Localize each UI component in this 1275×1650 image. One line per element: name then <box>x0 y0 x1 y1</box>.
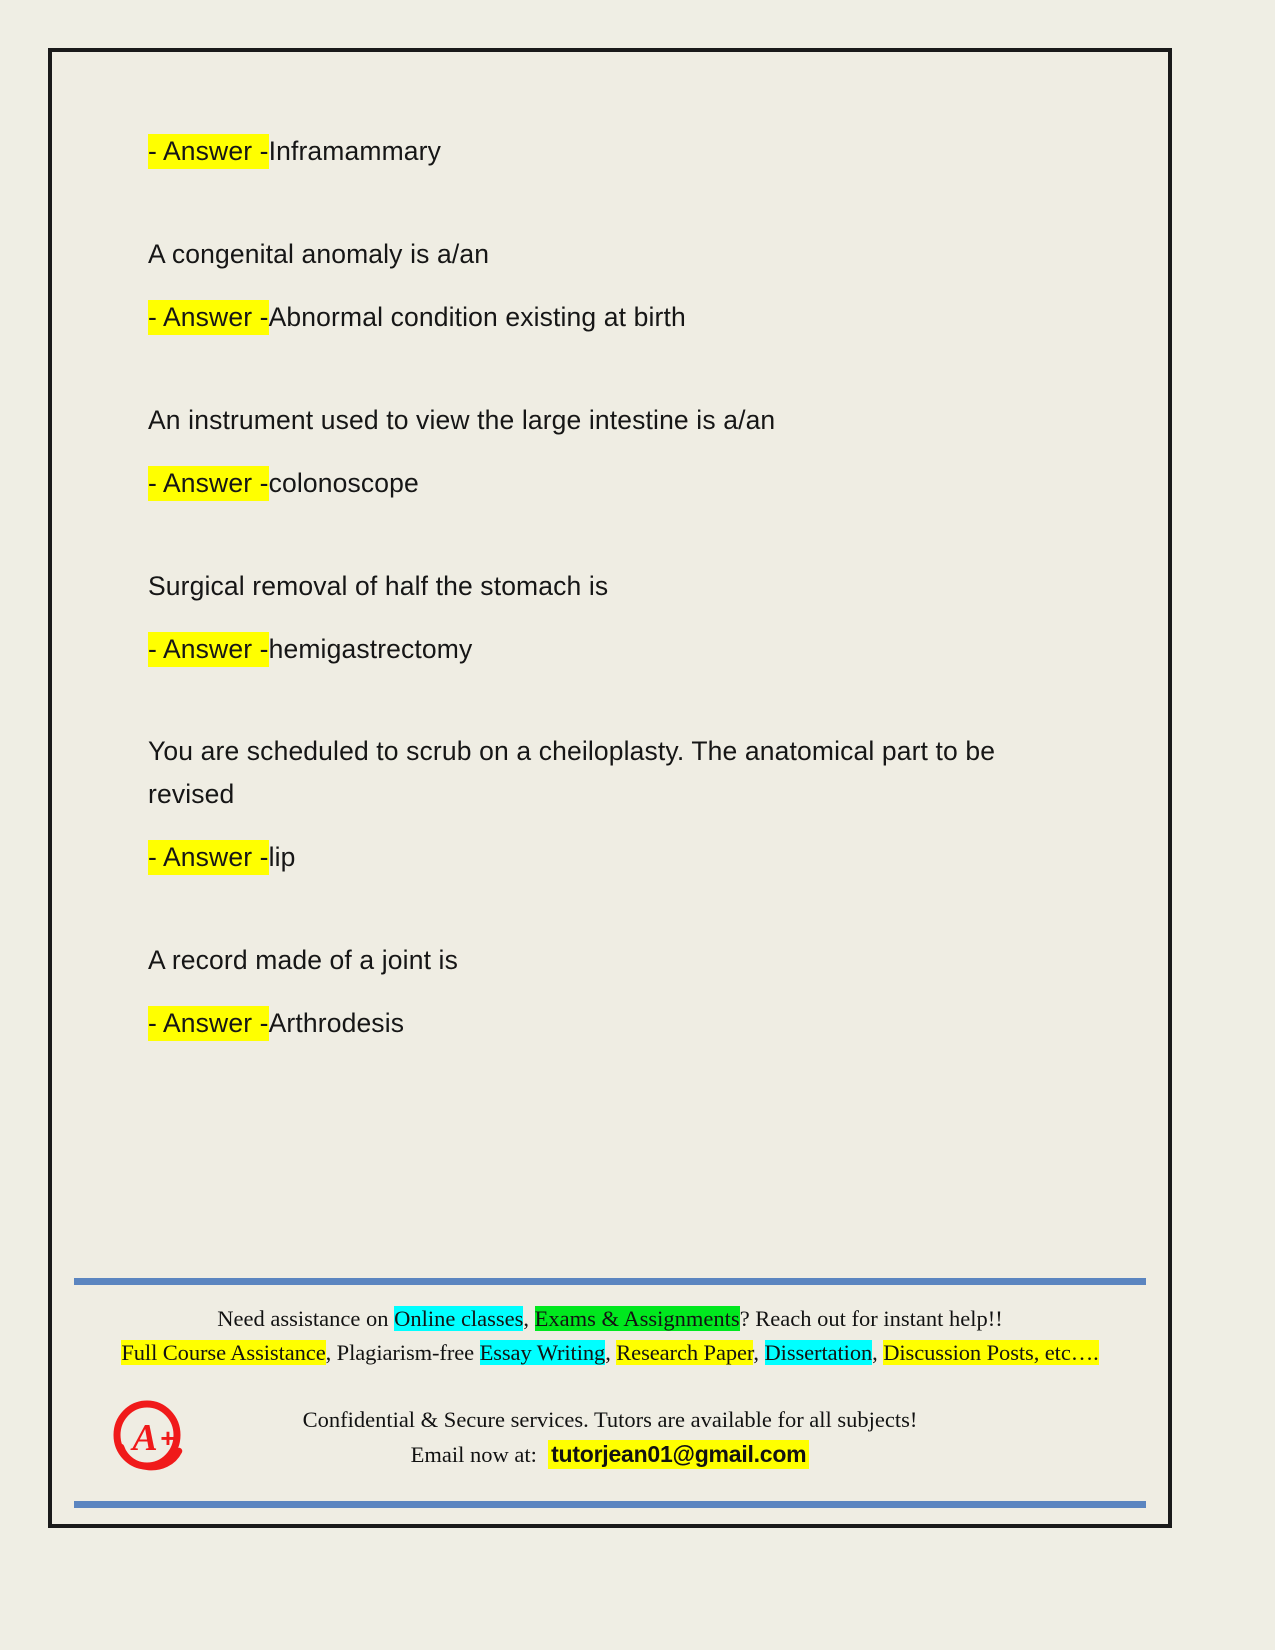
question-line: A congenital anomaly is a/an <box>148 238 490 269</box>
qa-block <box>148 233 1108 339</box>
answer-line <box>148 296 1078 339</box>
footer-essay-writing: Essay Writing <box>479 1340 606 1366</box>
footer-help-line <box>74 1303 1146 1335</box>
qa-block <box>148 939 1108 1045</box>
answer-tag: - Answer - <box>148 134 269 169</box>
qa-block <box>148 730 1108 879</box>
answer-tag: - Answer - <box>148 840 269 875</box>
footer-contact-text <box>224 1403 1146 1472</box>
qa-block <box>148 565 1108 671</box>
answer-text: Abnormal condition existing at birth <box>268 301 686 332</box>
footer-email-row <box>224 1437 996 1472</box>
answer-line <box>148 130 1078 173</box>
question-line: An instrument used to view the large intestine is a/an <box>148 404 776 435</box>
svg-text:+: + <box>160 1423 176 1453</box>
answer-tag: - Answer - <box>148 632 269 667</box>
qa-block <box>148 130 1108 173</box>
divider-top <box>74 1278 1146 1285</box>
footer-tagline: Confidential & Secure services. Tutors are available for all subjects! <box>302 1406 918 1432</box>
notes-content <box>148 130 1108 1105</box>
footer-exams-assignments: Exams & Assignments <box>534 1306 740 1332</box>
a-plus-logo <box>74 1395 224 1479</box>
answer-tag: - Answer - <box>148 300 269 335</box>
answer-text: hemigastrectomy <box>268 633 473 664</box>
footer-help-suffix: ? Reach out for instant help!! <box>739 1306 1003 1332</box>
footer-online-classes: Online classes <box>394 1306 524 1332</box>
footer-services-line <box>74 1337 1146 1369</box>
question-line: You are scheduled to scrub on a cheiloplasty. The anatomical part to be revised <box>148 736 996 810</box>
footer-email-label: Email now at: <box>410 1441 537 1467</box>
question-line: Surgical removal of half the stomach is <box>148 570 609 601</box>
qa-block <box>148 399 1108 505</box>
footer-dissertation: Dissertation <box>764 1340 873 1366</box>
footer-research-paper: Research Paper <box>616 1340 754 1366</box>
footer-plain-2: , <box>605 1340 617 1366</box>
footer-plain-1: , Plagiarism-free <box>325 1340 480 1366</box>
footer-email-address[interactable]: tutorjean01@gmail.com <box>548 1440 809 1469</box>
footer-comma: , <box>523 1306 535 1332</box>
footer-help-prefix: Need assistance on <box>217 1306 395 1332</box>
question-line: A record made of a joint is <box>148 945 458 976</box>
answer-line <box>148 836 1078 879</box>
footer-contact-row <box>74 1395 1146 1479</box>
footer-plain-4: , <box>872 1340 884 1366</box>
footer-plain-3: , <box>753 1340 765 1366</box>
answer-line <box>148 628 1078 671</box>
answer-text: Arthrodesis <box>268 1008 405 1039</box>
answer-line <box>148 1002 1078 1045</box>
a-plus-grade-icon <box>107 1395 191 1479</box>
answer-tag: - Answer - <box>148 1006 269 1041</box>
svg-text:A: A <box>132 1417 158 1459</box>
answer-tag: - Answer - <box>148 466 269 501</box>
footer-discussion-posts: Discussion Posts, etc…. <box>883 1340 1099 1366</box>
answer-line <box>148 462 1078 505</box>
answer-text: Inframammary <box>268 136 442 166</box>
answer-text: lip <box>268 842 296 873</box>
footer-full-course-assistance: Full Course Assistance <box>121 1340 326 1366</box>
document-page <box>48 48 1172 1528</box>
divider-bottom <box>74 1501 1146 1508</box>
promo-footer <box>74 1278 1146 1508</box>
answer-text: colonoscope <box>268 467 419 498</box>
